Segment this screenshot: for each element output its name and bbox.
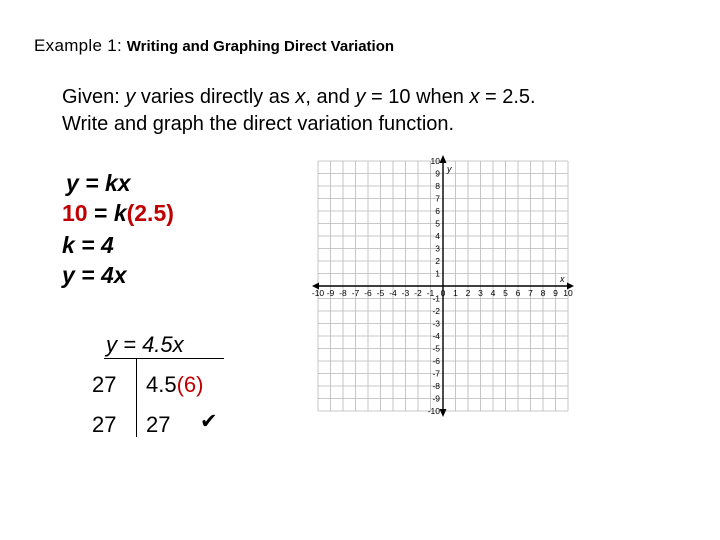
step-general-form — [66, 170, 131, 197]
check-divider-vertical — [136, 359, 137, 437]
y-tick-label: 10 — [430, 156, 440, 166]
x-tick-label: -4 — [389, 288, 397, 298]
x-tick-label: -2 — [414, 288, 422, 298]
axes — [312, 155, 574, 417]
check-equation: y = 4.5x — [106, 332, 184, 357]
step-text: y = kx — [66, 170, 131, 196]
y-tick-label: 6 — [435, 206, 440, 216]
x-tick-label: -10 — [312, 288, 325, 298]
var-x: x — [295, 86, 306, 108]
example-subtitle: Writing and Graphing Direct Variation — [126, 38, 395, 55]
given-text: , and — [305, 86, 356, 108]
y-tick-label: -8 — [432, 381, 440, 391]
checkmark-icon: ✔ — [200, 410, 218, 433]
coordinate-grid — [312, 155, 578, 427]
problem-statement — [62, 84, 536, 138]
var-x: x — [469, 86, 480, 108]
y-tick-label: -4 — [432, 331, 440, 341]
x-tick-label: 7 — [528, 288, 533, 298]
substituted-x: (2.5) — [126, 200, 174, 226]
step-text: y = 4x — [62, 262, 127, 288]
x-tick-label: 3 — [478, 288, 483, 298]
x-tick-label: -1 — [426, 288, 435, 298]
given-line-1 — [62, 84, 536, 111]
slide-title — [34, 36, 394, 56]
y-tick-label: -1 — [432, 293, 440, 304]
y-tick-label: -2 — [432, 306, 440, 316]
given-line-2: Write and graph the direct variation function. — [62, 113, 455, 135]
step-substitute — [62, 200, 174, 227]
y-tick-label: 5 — [435, 218, 440, 229]
y-tick-label: 8 — [435, 181, 440, 191]
y-axis-arrow-down — [440, 409, 447, 417]
x-tick-label: 4 — [490, 288, 496, 298]
y-tick-label: 4 — [435, 231, 440, 241]
check-row-1-left: 27 — [92, 372, 117, 397]
x-tick-label: 1 — [453, 288, 458, 298]
y-tick-label: -5 — [432, 343, 440, 354]
step-text: k = 4 — [62, 232, 114, 258]
given-text: varies directly as — [135, 86, 296, 108]
y-tick-label: 7 — [435, 193, 440, 204]
x-tick-label: 2 — [465, 288, 471, 298]
x-axis-label: x — [560, 274, 565, 284]
y-axis-label: y — [447, 164, 452, 174]
x-tick-labels — [312, 288, 573, 298]
substituted-y: 10 — [62, 200, 88, 226]
y-tick-label: 2 — [435, 256, 440, 266]
y-tick-label: -6 — [432, 356, 440, 366]
y-tick-label: -10 — [427, 406, 440, 416]
x-tick-label: -5 — [376, 288, 385, 298]
x-tick-label: 8 — [540, 288, 546, 298]
step-solve-k — [62, 232, 114, 259]
y-tick-label: -3 — [432, 318, 440, 329]
check-header — [106, 332, 184, 358]
y-tick-label: 1 — [435, 268, 440, 279]
y-tick-label: -9 — [432, 393, 440, 404]
x-tick-label: -3 — [401, 288, 410, 298]
check-divider-horizontal — [104, 358, 224, 359]
check-row-2-left: 27 — [92, 412, 117, 437]
check-row-2-right: 27 — [146, 412, 171, 437]
var-k: k — [113, 200, 127, 226]
x-tick-label: 9 — [553, 288, 558, 298]
x-tick-label: -9 — [326, 288, 335, 298]
x-tick-label: 6 — [515, 288, 521, 298]
x-tick-label: -8 — [339, 288, 347, 298]
x-tick-label: 10 — [563, 288, 573, 298]
check-substituted-x: (6) — [176, 372, 204, 397]
example-label: Example 1: — [34, 36, 123, 55]
y-tick-label: -7 — [432, 368, 440, 379]
y-axis-arrow-up — [440, 155, 447, 163]
step-equation — [62, 262, 127, 289]
given-text: = 2.5. — [479, 86, 536, 108]
x-tick-label: 0 — [440, 288, 446, 298]
given-prefix: Given: — [62, 86, 126, 108]
check-coefficient: 4.5 — [146, 372, 177, 397]
x-tick-label: 5 — [503, 288, 508, 298]
x-tick-label: -7 — [351, 288, 360, 298]
var-y: y — [125, 86, 136, 108]
check-row-1-right — [146, 372, 203, 398]
y-tick-label: 9 — [435, 168, 440, 179]
var-y: y — [355, 86, 366, 108]
given-text: = 10 when — [365, 86, 470, 108]
equals: = — [87, 200, 114, 226]
y-tick-label: 3 — [435, 243, 440, 254]
x-tick-label: -6 — [364, 288, 372, 298]
